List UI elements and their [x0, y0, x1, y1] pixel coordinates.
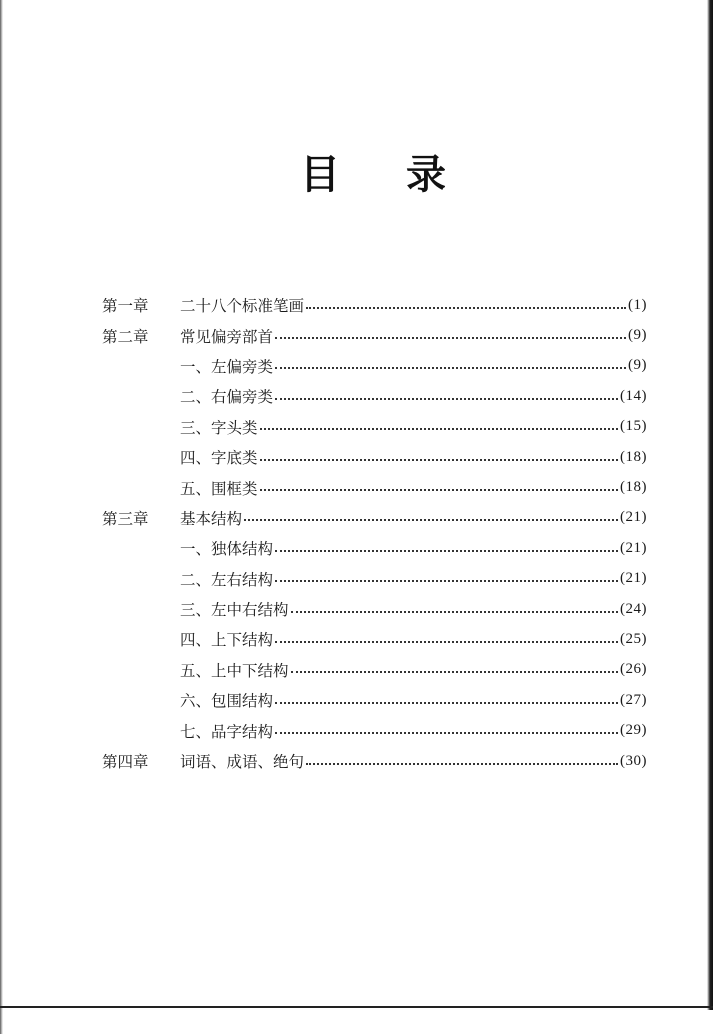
toc-page-number: (29): [620, 722, 647, 739]
toc-entry[interactable]: [102, 594, 647, 624]
toc-page-number: (21): [620, 509, 647, 526]
toc-page-number: (1): [628, 296, 647, 313]
toc-page-number: (9): [628, 357, 647, 374]
toc-page-number: (18): [620, 479, 647, 496]
toc-leader-dots: [275, 397, 618, 400]
page-title: [300, 150, 460, 200]
toc-leader-dots: [260, 488, 618, 491]
toc-page-number: (21): [620, 570, 647, 587]
toc-page-number: (26): [620, 661, 647, 678]
toc-chapter-label: 第四章: [102, 753, 149, 772]
toc-leader-dots: [306, 762, 618, 765]
toc-entry[interactable]: [102, 685, 647, 715]
toc-entry[interactable]: [102, 746, 647, 776]
toc-entry-title: 七、品字结构: [180, 722, 274, 741]
toc-entry-title: 五、围框类: [180, 479, 258, 498]
toc-leader-dots: [291, 610, 618, 613]
toc-leader-dots: [275, 366, 626, 369]
toc-chapter-label: 第三章: [102, 509, 149, 528]
toc-page-number: (14): [620, 387, 647, 404]
toc-leader-dots: [275, 549, 618, 552]
page-title-char-2: 录: [406, 151, 446, 198]
toc-entry-title: 三、左中右结构: [180, 601, 289, 620]
toc-page-number: (30): [620, 752, 647, 769]
toc-leader-dots: [260, 427, 618, 430]
toc-list: [102, 290, 647, 776]
toc-page-number: (18): [620, 448, 647, 465]
toc-page-number: (25): [620, 630, 647, 647]
toc-entry-title: 基本结构: [180, 509, 243, 528]
page-title-char-1: 目: [300, 151, 340, 198]
toc-page-number: (27): [620, 691, 647, 708]
toc-entry[interactable]: [102, 412, 647, 442]
toc-entry[interactable]: [102, 442, 647, 472]
toc-page-number: (21): [620, 539, 647, 556]
toc-page-number: (24): [620, 600, 647, 617]
toc-entry[interactable]: [102, 715, 647, 745]
toc-entry-title: 一、独体结构: [180, 540, 274, 559]
toc-entry-title: 一、左偏旁类: [180, 357, 274, 376]
toc-entry[interactable]: [102, 381, 647, 411]
toc-page-number: (15): [620, 418, 647, 435]
toc-entry[interactable]: [102, 320, 647, 350]
toc-entry[interactable]: [102, 503, 647, 533]
toc-entry-title: 四、字底类: [180, 449, 258, 468]
toc-entry-title: 五、上中下结构: [180, 661, 289, 680]
toc-entry-title: 常见偏旁部首: [180, 327, 274, 346]
toc-entry[interactable]: [102, 624, 647, 654]
scan-left-edge: [0, 0, 3, 1034]
toc-entry[interactable]: [102, 564, 647, 594]
toc-entry-title: 二、左右结构: [180, 570, 274, 589]
toc-leader-dots: [244, 518, 618, 521]
toc-entry-title: 三、字头类: [180, 418, 258, 437]
toc-leader-dots: [291, 670, 618, 673]
toc-entry[interactable]: [102, 533, 647, 563]
toc-leader-dots: [275, 640, 618, 643]
toc-page-number: (9): [628, 327, 647, 344]
scan-right-edge: [707, 0, 713, 1010]
toc-leader-dots: [275, 336, 626, 339]
toc-entry-title: 六、包围结构: [180, 692, 274, 711]
toc-leader-dots: [275, 579, 618, 582]
toc-leader-dots: [275, 731, 618, 734]
toc-entry-title: 二、右偏旁类: [180, 388, 274, 407]
toc-leader-dots: [275, 701, 618, 704]
toc-chapter-label: 第二章: [102, 327, 149, 346]
toc-entry-title: 四、上下结构: [180, 631, 274, 650]
toc-entry[interactable]: [102, 655, 647, 685]
toc-entry[interactable]: [102, 472, 647, 502]
toc-entry-title: 词语、成语、绝句: [180, 753, 305, 772]
toc-entry-title: 二十八个标准笔画: [180, 297, 305, 316]
toc-leader-dots: [260, 458, 618, 461]
scan-bottom-edge: [0, 1006, 713, 1008]
toc-entry[interactable]: [102, 290, 647, 320]
toc-chapter-label: 第一章: [102, 297, 149, 316]
toc-entry[interactable]: [102, 351, 647, 381]
toc-leader-dots: [306, 306, 626, 309]
